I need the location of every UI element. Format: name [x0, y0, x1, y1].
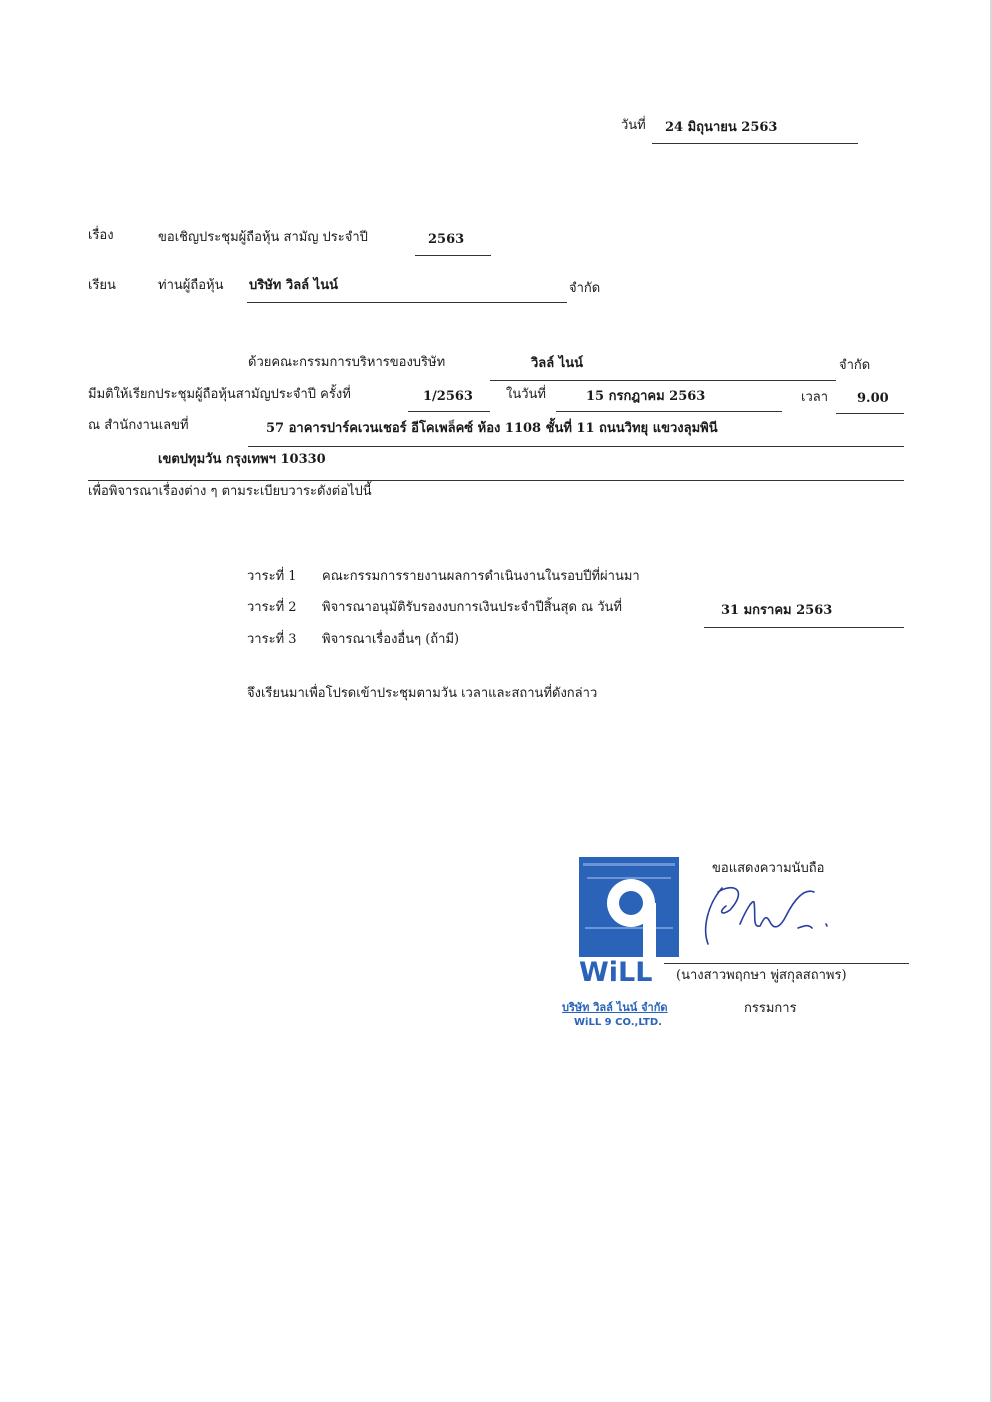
address-line2: เขตปทุมวัน กรุงเทพฯ 10330: [158, 452, 326, 467]
company-logo-stamp: [579, 857, 679, 983]
agenda-3-text: พิจารณาเรื่องอื่นๆ (ถ้ามี): [322, 632, 460, 647]
logo-text: WiLL: [579, 957, 653, 983]
body-line1-prefix: ด้วยคณะกรรมการบริหารของบริษัท: [248, 355, 446, 370]
handwritten-signature: [700, 880, 840, 950]
stamp-company-th: บริษัท วิลล์ ไนน์ จำกัด: [562, 1001, 668, 1014]
address-line2-underline: [88, 480, 904, 481]
agenda-1-number: วาระที่ 1: [247, 569, 297, 584]
recipient-company: บริษัท วิลล์ ไนน์: [249, 278, 338, 293]
recipient-suffix: จำกัด: [569, 281, 601, 296]
subject-text: ขอเชิญประชุมผู้ถือหุ้น สามัญ ประจำปี: [158, 230, 368, 245]
time-label: เวลา: [801, 390, 829, 405]
date-label: วันที่: [621, 118, 646, 133]
recipient-prefix: ท่านผู้ถือหุ้น: [158, 278, 224, 293]
address-line1: 57 อาคารปาร์คเวนเชอร์ อีโคเพล็คซ์ ห้อง 1108 ชั้นที่ 11 ถนนวิทยุ แขวงลุมพินี: [266, 421, 718, 436]
agenda-1-text: คณะกรรมการรายงานผลการดำเนินงานในรอบปีที่ผ่านมา: [322, 569, 640, 584]
meeting-number-underline: [408, 411, 490, 412]
signature-closing: ขอแสดงความนับถือ: [712, 861, 825, 876]
body-line2-prefix: มีมติให้เรียกประชุมผู้ถือหุ้นสามัญประจำปี ครั้งที่: [88, 387, 351, 402]
date-underline: [652, 143, 858, 144]
body-closing-line: เพื่อพิจารณาเรื่องต่าง ๆ ตามระเบียบวาระดังต่อไปนี้: [88, 484, 372, 499]
body-line1-underline: [490, 380, 836, 381]
stamp-company-en: WiLL 9 CO.,LTD.: [574, 1017, 662, 1028]
agenda-2-number: วาระที่ 2: [247, 600, 297, 615]
body-line1-suffix: จำกัด: [839, 358, 871, 373]
recipient-label: เรียน: [88, 278, 116, 293]
agenda-2-value: 31 มกราคม 2563: [721, 603, 833, 618]
meeting-time: 9.00: [857, 391, 889, 406]
office-label: ณ สำนักงานเลขที่: [88, 418, 189, 433]
subject-label: เรื่อง: [88, 228, 114, 243]
signature-underline: [664, 963, 909, 964]
on-date-label: ในวันที่: [506, 387, 546, 402]
meeting-date: 15 กรกฎาคม 2563: [586, 389, 706, 404]
address-line1-underline: [248, 446, 904, 447]
agenda-3-number: วาระที่ 3: [247, 632, 297, 647]
meeting-time-underline: [836, 413, 904, 414]
signatory-title: กรรมการ: [744, 1001, 797, 1016]
subject-year-underline: [415, 255, 491, 256]
agenda-2-underline: [704, 627, 904, 628]
agenda-2-text: พิจารณาอนุมัติรับรองงบการเงินประจำปีสิ้นสุด ณ วันที่: [322, 600, 623, 615]
body-line1-company: วิลล์ ไนน์: [531, 356, 584, 371]
signatory-name: (นางสาวพฤกษา พู่สกุลสถาพร): [676, 968, 847, 983]
recipient-company-underline: [247, 302, 567, 303]
date-value: 24 มิถุนายน 2563: [665, 120, 778, 135]
meeting-number: 1/2563: [423, 389, 473, 404]
subject-year: 2563: [428, 232, 465, 247]
meeting-date-underline: [556, 411, 782, 412]
invitation-text: จึงเรียนมาเพื่อโปรดเข้าประชุมตามวัน เวลาและสถานที่ดังกล่าว: [247, 686, 598, 701]
